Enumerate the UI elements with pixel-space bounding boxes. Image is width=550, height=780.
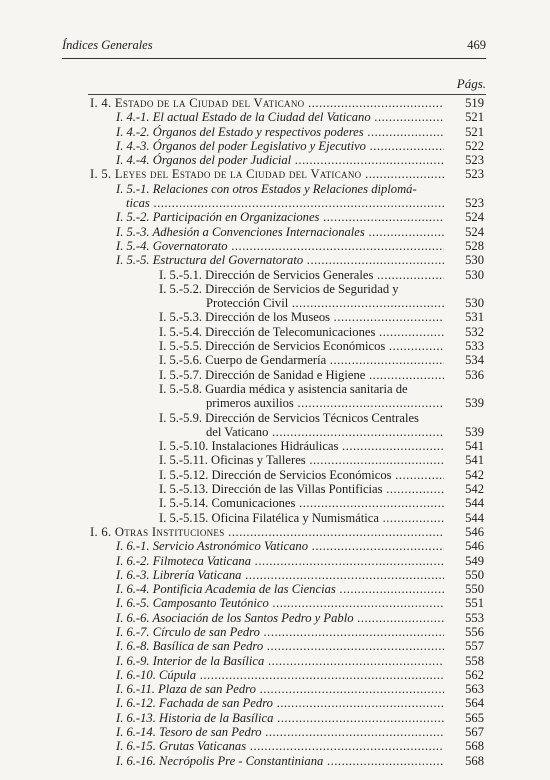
toc-entry-page: 533 <box>465 339 484 354</box>
toc-entry-page: 519 <box>465 96 484 110</box>
toc-entry <box>0 353 550 367</box>
toc-entry-text: I. 6.-7. Círculo de san Pedro <box>116 624 260 639</box>
toc-entry-title <box>159 482 444 496</box>
toc-entry-text: I. 6.-2. Filmoteca Vaticana <box>116 553 252 568</box>
toc-entry-text: I. 5.-5. Estructura del Governatorato <box>116 253 304 268</box>
toc-entry-text: I. 5.-5.15. Oficina Filatélica y Numismática <box>159 510 379 525</box>
toc-entry-title <box>116 696 444 710</box>
toc-entry <box>0 325 550 339</box>
toc-entry-title <box>116 182 444 196</box>
toc-entry-text: I. 5.-5.9. Dirección de Servicios Técnicos Centrales <box>159 410 419 425</box>
toc-entry <box>0 382 550 396</box>
toc-entry-title <box>90 96 444 110</box>
toc-entry-page: 523 <box>465 196 484 211</box>
toc-entry-page: 546 <box>465 524 484 539</box>
toc-entry-title <box>116 225 444 239</box>
toc-entry <box>0 482 550 496</box>
table-of-contents <box>0 96 550 768</box>
toc-entry-title <box>116 125 444 139</box>
toc-entry <box>0 582 550 596</box>
toc-entry-text: I. 5.-5.3. Dirección de los Museos <box>159 310 331 325</box>
toc-entry-title <box>90 525 444 539</box>
toc-entry-text: I. 4.-2. Órganos del Estado y respectivos poderes <box>116 124 364 139</box>
toc-entry-page: 553 <box>465 610 484 625</box>
toc-entry-page: 532 <box>465 324 484 339</box>
toc-entry-text: I. 6. Otras Instituciones <box>90 524 225 539</box>
toc-entry-page: 563 <box>465 682 484 697</box>
toc-entry <box>0 496 550 510</box>
toc-entry-title <box>116 754 444 768</box>
toc-entry-title <box>116 210 444 224</box>
toc-entry-text: I. 5.-5.2. Dirección de Servicios de Seguridad y <box>159 281 399 296</box>
toc-entry-page: 568 <box>465 739 484 754</box>
toc-entry-title <box>116 239 444 253</box>
toc-entry-title <box>159 439 444 453</box>
toc-entry <box>0 754 550 768</box>
toc-entry <box>0 453 550 467</box>
toc-entry <box>0 282 550 296</box>
toc-entry-title <box>116 582 444 596</box>
toc-entry-title <box>206 296 444 310</box>
toc-entry <box>0 639 550 653</box>
toc-entry-page: 551 <box>465 596 484 611</box>
toc-entry-text: I. 4.-3. Órganos del poder Legislativo y Ejecutivo <box>116 138 366 153</box>
toc-entry-page: 558 <box>465 653 484 668</box>
toc-entry-title <box>116 153 444 167</box>
toc-entry-title <box>159 368 444 382</box>
toc-entry-title <box>159 468 444 482</box>
toc-entry-page: 562 <box>465 667 484 682</box>
toc-entry-title <box>116 639 444 653</box>
toc-entry-page: 567 <box>465 725 484 740</box>
toc-entry-page: 568 <box>465 753 484 768</box>
running-head-title: Índices Generales <box>62 38 153 52</box>
toc-entry-page: 523 <box>465 167 484 182</box>
toc-entry-title <box>159 496 444 510</box>
toc-entry-text: primeros auxilios <box>206 396 294 411</box>
toc-entry <box>0 668 550 682</box>
toc-entry <box>0 711 550 725</box>
toc-entry-text: I. 6.-1. Servicio Astronómico Vaticano <box>116 539 309 554</box>
toc-entry-title <box>116 554 444 568</box>
toc-entry <box>0 511 550 525</box>
toc-entry-page: 544 <box>465 496 484 511</box>
toc-entry <box>0 625 550 639</box>
toc-entry-title <box>126 196 444 210</box>
toc-entry <box>0 568 550 582</box>
toc-entry <box>0 468 550 482</box>
toc-entry-page: 549 <box>465 553 484 568</box>
toc-entry-text: I. 5.-5.13. Dirección de las Villas Pontificias <box>159 482 383 497</box>
toc-entry-text: I. 4. Estado de la Ciudad del Vaticano <box>90 96 305 110</box>
toc-entry <box>0 339 550 353</box>
toc-entry-title <box>159 325 444 339</box>
toc-entry-text: I. 5.-5.12. Dirección de Servicios Económicos <box>159 467 392 482</box>
toc-entry-text: I. 5.-3. Adhesión a Convenciones Internacionales <box>116 224 365 239</box>
toc-entry <box>0 182 550 196</box>
toc-entry-page: 550 <box>465 582 484 597</box>
column-heading-rule <box>88 94 486 95</box>
toc-entry-text: I. 6.-15. Grutas Vaticanas <box>116 739 247 754</box>
toc-entry-title <box>116 139 444 153</box>
toc-entry-title <box>116 725 444 739</box>
toc-entry-text: I. 6.-5. Camposanto Teutónico <box>116 596 269 611</box>
toc-entry-text: I. 5.-4. Governatorato <box>116 238 228 253</box>
toc-entry-text: I. 6.-16. Necrópolis Pre - Constantiniana <box>116 753 324 768</box>
toc-entry-title <box>116 110 444 124</box>
toc-entry-text: I. 4.-1. El actual Estado de la Ciudad del Vaticano <box>116 110 371 125</box>
header-rule <box>62 58 486 59</box>
toc-entry-page: 564 <box>465 696 484 711</box>
toc-entry-title <box>206 425 444 439</box>
toc-entry <box>0 153 550 167</box>
toc-entry-title <box>116 253 444 267</box>
toc-entry <box>0 396 550 410</box>
toc-entry-text: I. 5.-5.14. Comunicaciones <box>159 496 296 511</box>
running-head <box>62 38 486 56</box>
toc-entry-page: 521 <box>465 124 484 139</box>
toc-entry-text: I. 5.-5.10. Instalaciones Hidráulicas <box>159 439 339 454</box>
toc-entry-text: I. 6.-9. Interior de la Basílica <box>116 653 265 668</box>
toc-entry-page: 541 <box>465 453 484 468</box>
toc-entry-title <box>159 310 444 324</box>
toc-entry <box>0 425 550 439</box>
toc-entry-page: 544 <box>465 510 484 525</box>
toc-entry-title <box>116 611 444 625</box>
toc-entry-page: 534 <box>465 353 484 368</box>
toc-entry <box>0 210 550 224</box>
toc-entry-title <box>206 396 444 410</box>
toc-entry-page: 524 <box>465 224 484 239</box>
toc-entry <box>0 239 550 253</box>
toc-entry-title <box>116 539 444 553</box>
toc-entry-text: del Vaticano <box>206 424 269 439</box>
pages-column-heading: Págs. <box>456 76 486 91</box>
toc-entry-page: 523 <box>465 153 484 168</box>
toc-entry-title <box>116 739 444 753</box>
toc-entry-title <box>159 453 444 467</box>
toc-entry-text: ticas <box>126 196 150 211</box>
toc-entry-text: I. 6.-11. Plaza de san Pedro <box>116 682 256 697</box>
toc-entry <box>0 296 550 310</box>
toc-entry-page: 550 <box>465 567 484 582</box>
toc-entry-page: 530 <box>465 267 484 282</box>
toc-entry <box>0 167 550 181</box>
toc-entry-title <box>90 167 444 181</box>
toc-entry <box>0 439 550 453</box>
toc-entry <box>0 411 550 425</box>
toc-entry <box>0 611 550 625</box>
toc-entry-title <box>159 382 444 396</box>
toc-entry-text: I. 5.-5.6. Cuerpo de Gendarmería <box>159 353 327 368</box>
toc-entry-page: 524 <box>465 210 484 225</box>
toc-entry-text: I. 5.-1. Relaciones con otros Estados y Relaciones diplomá- <box>116 181 417 196</box>
toc-entry-title <box>116 711 444 725</box>
toc-entry <box>0 110 550 124</box>
toc-entry-page: 539 <box>465 396 484 411</box>
toc-entry-title <box>116 568 444 582</box>
toc-entry-page: 531 <box>465 310 484 325</box>
toc-entry-text: I. 6.-4. Pontificia Academia de las Ciencias <box>116 582 336 597</box>
toc-entry <box>0 696 550 710</box>
toc-entry-text: I. 6.-12. Fachada de san Pedro <box>116 696 273 711</box>
toc-entry-text: I. 6.-14. Tesoro de san Pedro <box>116 725 262 740</box>
toc-entry <box>0 682 550 696</box>
toc-entry-text: I. 5.-5.7. Dirección de Sanidad e Higiene <box>159 367 366 382</box>
toc-entry <box>0 225 550 239</box>
toc-entry-title <box>159 353 444 367</box>
toc-entry <box>0 125 550 139</box>
toc-entry-text: I. 5.-5.11. Oficinas y Talleres <box>159 453 306 468</box>
toc-entry-page: 546 <box>465 539 484 554</box>
toc-entry-text: I. 5.-5.4. Dirección de Telecomunicaciones <box>159 324 376 339</box>
toc-entry-title <box>159 268 444 282</box>
toc-entry-page: 557 <box>465 639 484 654</box>
toc-entry-text: I. 6.-10. Cúpula <box>116 667 197 682</box>
toc-entry-page: 521 <box>465 110 484 125</box>
toc-entry-title <box>116 682 444 696</box>
toc-entry <box>0 139 550 153</box>
toc-entry-text: I. 6.-8. Basílica de san Pedro <box>116 639 264 654</box>
toc-entry <box>0 654 550 668</box>
toc-entry-title <box>159 411 444 425</box>
toc-entry-title <box>159 339 444 353</box>
page-number: 469 <box>467 38 486 52</box>
toc-entry-text: Protección Civil <box>206 296 289 311</box>
toc-entry <box>0 368 550 382</box>
toc-entry <box>0 739 550 753</box>
toc-entry <box>0 310 550 324</box>
toc-entry-title <box>116 654 444 668</box>
toc-entry-text: I. 6.-3. Librería Vaticana <box>116 567 242 582</box>
toc-entry <box>0 525 550 539</box>
toc-entry-page: 556 <box>465 624 484 639</box>
toc-entry-page: 565 <box>465 710 484 725</box>
toc-entry-page: 536 <box>465 367 484 382</box>
toc-entry-title <box>116 596 444 610</box>
toc-entry-page: 530 <box>465 253 484 268</box>
toc-entry-text: I. 5.-5.1. Dirección de Servicios Generales <box>159 267 374 282</box>
toc-entry-text: I. 5.-2. Participación en Organizaciones <box>116 210 320 225</box>
toc-entry-page: 530 <box>465 296 484 311</box>
toc-entry-page: 522 <box>465 138 484 153</box>
toc-entry-page: 542 <box>465 467 484 482</box>
toc-entry-text: I. 4.-4. Órganos del poder Judicial <box>116 153 292 168</box>
toc-entry <box>0 96 550 110</box>
toc-entry <box>0 596 550 610</box>
toc-entry-page: 542 <box>465 482 484 497</box>
toc-entry-title <box>159 511 444 525</box>
toc-entry <box>0 725 550 739</box>
toc-entry-title <box>116 668 444 682</box>
toc-entry <box>0 253 550 267</box>
toc-entry-text: I. 5.-5.8. Guardia médica y asistencia sanitaria de <box>159 381 408 396</box>
toc-entry-text: I. 6.-6. Asociación de los Santos Pedro y Pablo <box>116 610 354 625</box>
toc-entry-text: I. 5.-5.5. Dirección de Servicios Económicos <box>159 339 386 354</box>
toc-entry-page: 539 <box>465 424 484 439</box>
toc-entry <box>0 196 550 210</box>
toc-entry-text: I. 5. Leyes del Estado de la Ciudad del Vaticano <box>90 167 362 182</box>
toc-entry-page: 528 <box>465 238 484 253</box>
toc-entry-title <box>116 625 444 639</box>
toc-entry-text: I. 6.-13. Historia de la Basílica <box>116 710 274 725</box>
toc-entry <box>0 268 550 282</box>
toc-entry-title <box>159 282 444 296</box>
toc-entry-page: 541 <box>465 439 484 454</box>
toc-entry <box>0 554 550 568</box>
toc-entry <box>0 539 550 553</box>
